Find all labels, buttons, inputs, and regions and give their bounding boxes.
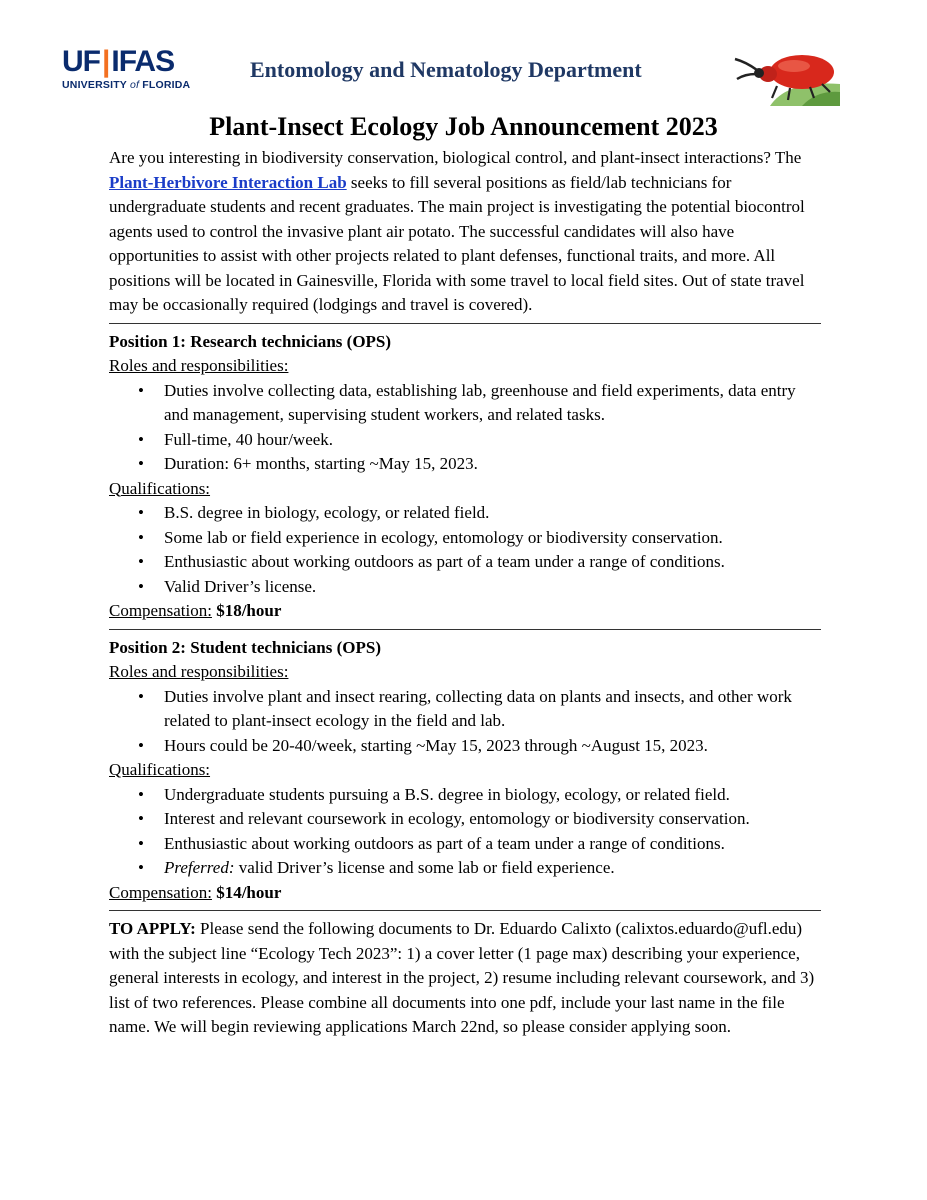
list-item: • Duties involve collecting data, establishing lab, greenhouse and field experiments, data entry and management, supervising student workers, and related tasks.: [109, 379, 821, 428]
list-item: • Interest and relevant coursework in ecology, entomology or biodiversity conservation.: [109, 807, 821, 832]
position1-roles-label: Roles and responsibilities:: [109, 356, 289, 375]
list-item: • Enthusiastic about working outdoors as part of a team under a range of conditions.: [109, 832, 821, 857]
list-item: • Hours could be 20-40/week, starting ~May 15, 2023 through ~August 15, 2023.: [109, 734, 821, 759]
divider: [109, 323, 821, 324]
position2-qual-label: Qualifications:: [109, 760, 211, 779]
position1-compensation: Compensation: $18/hour: [109, 601, 282, 620]
position2-title: Position 2: Student technicians (OPS): [109, 637, 382, 657]
position1-title: Position 1: Research technicians (OPS): [109, 331, 392, 351]
list-item: • Some lab or field experience in ecology, entomology or biodiversity conservation.: [109, 526, 821, 551]
logo-subtitle: UNIVERSITY of FLORIDA: [62, 79, 191, 91]
position2-quals-list: [109, 783, 821, 881]
list-item: • Preferred: valid Driver’s license and some lab or field experience.: [109, 856, 821, 881]
intro-paragraph: Are you interesting in biodiversity conservation, biological control, and plant-insect interactions? The Plant-Herbivore Interaction Lab seeks to fill several positions as field/lab technicians for undergraduate students and recent graduates. The main project is investigating the potential biocontrol agents used to control the invasive plant air potato. The successful candidates will also have opportunities to assist with other projects related to plant defenses, functional traits, and more. All positions will be located in Gainesville, Florida with some travel to local field sites. Out of state travel may be occasionally required (lodgings and travel is covered).: [109, 148, 805, 314]
department-name: Entomology and Nematology Department: [250, 57, 642, 82]
position2-compensation: Compensation: $14/hour: [109, 882, 282, 902]
apply-paragraph: TO APPLY: Please send the following documents to Dr. Eduardo Calixto (calixtos.eduardo@ufl.edu) with the subject line “Ecology Tech 2023”: 1) a cover letter (1 page max) describing your experience, general interests in ecology, and interest in the project, 2) resume including relevant coursework, and 3) list of two references. Please combine all documents into one pdf, include your last name in the file name. We will begin reviewing applications March 22nd, so please consider applying soon.: [109, 919, 815, 1036]
position1-qual-label: Qualifications:: [109, 478, 211, 498]
list-item: • Full-time, 40 hour/week.: [109, 428, 821, 453]
list-item: • Duration: 6+ months, starting ~May 15, 2023.: [109, 452, 821, 477]
divider: [109, 629, 821, 630]
position2-roles-list: [109, 685, 821, 759]
position1-roles-list: [109, 379, 821, 477]
beetle-image: [732, 40, 840, 106]
list-item: • Valid Driver’s license.: [109, 575, 821, 600]
position1-quals-list: [109, 501, 821, 599]
lab-link[interactable]: Plant-Herbivore Interaction Lab: [109, 172, 347, 192]
uf-ifas-logo: [62, 47, 202, 97]
position2-roles-label: Roles and responsibilities:: [109, 662, 289, 681]
page-title: Plant-Insect Ecology Job Announcement 2023: [209, 112, 718, 141]
document-body: [109, 146, 821, 1040]
list-item: • Duties involve plant and insect rearing, collecting data on plants and insects, and other work related to plant-insect ecology in the field and lab.: [109, 685, 821, 734]
list-item: • B.S. degree in biology, ecology, or related field.: [109, 501, 821, 526]
list-item: • Undergraduate students pursuing a B.S. degree in biology, ecology, or related field.: [109, 783, 821, 808]
divider: [109, 910, 821, 911]
logo-wordmark: UF|IFAS: [62, 45, 175, 78]
list-item: • Enthusiastic about working outdoors as part of a team under a range of conditions.: [109, 550, 821, 575]
